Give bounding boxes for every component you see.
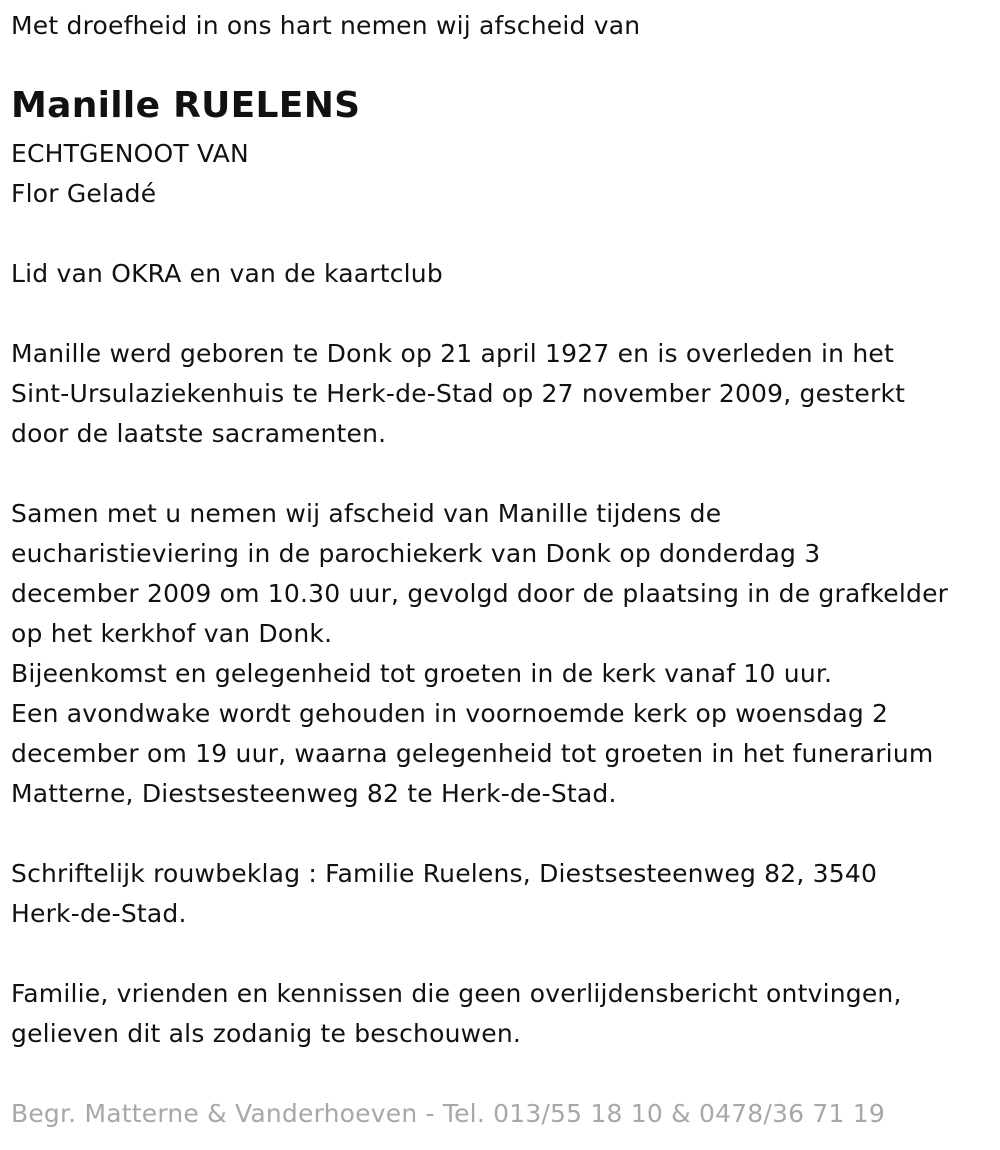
- paragraph-line: Samen met u nemen wij afscheid van Manille tijdens de: [11, 499, 722, 528]
- paragraph-line: op het kerkhof van Donk.: [11, 619, 333, 648]
- paragraph-line: december om 19 uur, waarna gelegenheid tot groeten in het funerarium: [11, 739, 934, 768]
- paragraph-line: Schriftelijk rouwbeklag : Familie Ruelens, Diestsesteenweg 82, 3540: [11, 859, 878, 888]
- membership-block: [11, 254, 443, 294]
- intro-text: Met droefheid in ons hart nemen wij afscheid van: [11, 11, 641, 40]
- paragraph-line: Manille werd geboren te Donk op 21 april 1927 en is overleden in het: [11, 339, 894, 368]
- paragraph-line: eucharistieviering in de parochiekerk van Donk op donderdag 3: [11, 539, 821, 568]
- paragraph-line: Een avondwake wordt gehouden in voornoemde kerk op woensdag 2: [11, 699, 889, 728]
- paragraph-line: Familie, vrienden en kennissen die geen overlijdensbericht ontvingen,: [11, 979, 902, 1008]
- paragraph-line: december 2009 om 10.30 uur, gevolgd door de plaatsing in de grafkelder: [11, 579, 949, 608]
- condolences-paragraph: [11, 854, 877, 934]
- deceased-name: Manille RUELENS: [11, 85, 361, 126]
- paragraph-line: door de laatste sacramenten.: [11, 419, 387, 448]
- paragraph-line: Matterne, Diestsesteenweg 82 te Herk-de-Stad.: [11, 779, 617, 808]
- family-note-paragraph: [11, 974, 902, 1054]
- spouse-name: Flor Geladé: [11, 179, 157, 208]
- paragraph-line: gelieven dit als zodanig te beschouwen.: [11, 1019, 522, 1048]
- paragraph-line: Sint-Ursulaziekenhuis te Herk-de-Stad op 27 november 2009, gesterkt: [11, 379, 906, 408]
- spouse-block: [11, 134, 249, 214]
- paragraph-line: Bijeenkomst en gelegenheid tot groeten in de kerk vanaf 10 uur.: [11, 659, 833, 688]
- birth-death-paragraph: [11, 334, 905, 454]
- service-paragraph: [11, 494, 948, 814]
- paragraph-line: Herk-de-Stad.: [11, 899, 187, 928]
- membership-text: Lid van OKRA en van de kaartclub: [11, 259, 443, 288]
- spouse-label: ECHTGENOOT VAN: [11, 139, 249, 168]
- funeral-home-footer: Begr. Matterne & Vanderhoeven - Tel. 013/55 18 10 & 0478/36 71 19: [11, 1099, 885, 1128]
